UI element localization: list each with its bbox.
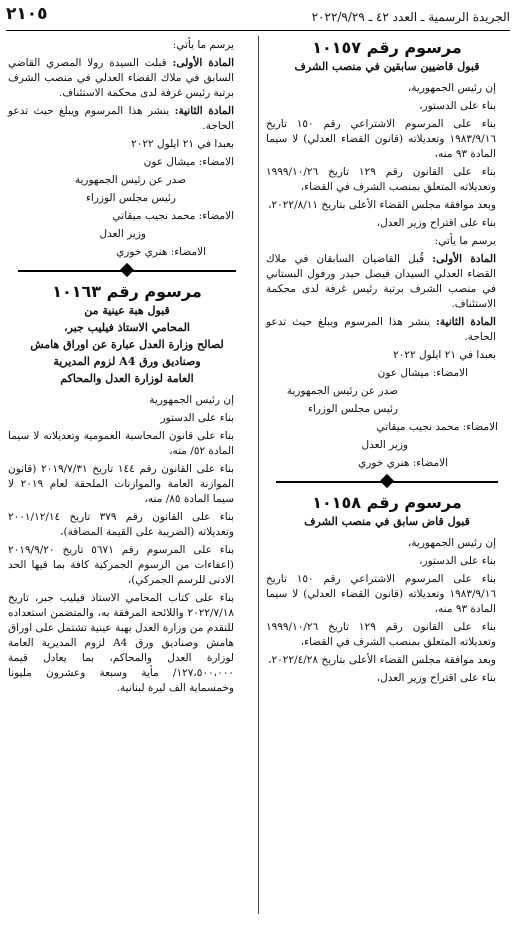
decree-10157-title: مرسوم رقم ١٠١٥٧ — [312, 38, 462, 57]
article-2 — [266, 315, 508, 345]
preamble-line: إن رئيس الجمهورية — [149, 394, 234, 406]
subject-line: لصالح وزارة العدل عبارة عن اوراق هامش — [30, 338, 224, 351]
section-separator — [8, 264, 246, 278]
preamble-line: بناء على الدستور، — [419, 100, 496, 112]
preamble-line: إن رئيس الجمهورية، — [407, 82, 496, 94]
preamble-line: بناء على الدستور، — [419, 555, 496, 567]
preamble-line: وبعد موافقة مجلس القضاء الأعلى بتاريخ ٢٠٢٢/٤/٢٨، — [268, 654, 496, 666]
gazette-issue-title: الجريدة الرسمية ـ العدد ٤٢ ـ ٢٠٢٢/٩/٢٩ — [311, 10, 510, 24]
article-1 — [266, 252, 508, 312]
preamble-line: بناء على كتاب المحامي الاستاذ فيليب جبر، تاريخ ٢٠٢٢/٧/١٨ واللائحة المرفقة به، والمتضمن استعداده للتقدم من وزارة العدل بهبة عينية تشتمل على اوراق هامش وصناديق ورق A4 لزوم المديرية العامة لوزارة العدل والمحاكم، بما يعادل قيمة ١٢٧،٥٠٠،٠٠٠/ مأية وسبعة وعشرون مليونا وخمسماية الف ليرة لبنانية. — [8, 592, 234, 694]
preamble-line: وبعد موافقة مجلس القضاء الأعلى بتاريخ ٢٠٢٢/٨/١١، — [268, 199, 496, 211]
subject-line: قبول هبة عينية من — [84, 304, 170, 317]
article-text: ينشر هذا المرسوم ويبلغ حيث تدعو الحاجة. — [266, 316, 496, 343]
right-column — [266, 38, 508, 689]
decree-10163-subject — [8, 302, 246, 387]
article-label: المادة الثانية: — [436, 316, 496, 328]
article-label: المادة الأولى: — [432, 253, 496, 265]
preamble-line: بناء على اقتراح وزير العدل، — [376, 672, 496, 684]
signature-role: وزير العدل — [99, 228, 146, 240]
signature-pm: الامضاء: محمد نجيب ميقاتي — [112, 210, 234, 222]
signature-pm: الامضاء: محمد نجيب ميقاتي — [376, 421, 498, 433]
signature-minister: الامضاء: هنري خوري — [116, 246, 206, 258]
issued-by: صدر عن رئيس الجمهورية — [286, 385, 398, 397]
preamble-line: بناء على المرسوم الاشتراعي رقم ١٥٠ تاريخ ١٩٨٣/٩/١٦ وتعديلاته (قانون القضاء العدلي) لا سيما المادة ٩٣ منه، — [266, 573, 496, 615]
preamble-line: بناء على الدستور — [160, 412, 234, 424]
preamble-line: بناء على قانون المحاسبة العمومية وتعديلاته لا سيما المادة ٥٢/ منه، — [8, 430, 234, 457]
signature-role: وزير العدل — [361, 439, 408, 451]
signature-date: بعبدا في ٢١ ايلول ٢٠٢٢ — [393, 349, 496, 361]
article-text: قُبل القاضيان السابقان في ملاك القضاء العدلي السيدان فيصل حيدر ورفول البستاني في منصب الشرف برتبة رئيس غرفة لدى محكمة الاستئناف. — [266, 253, 496, 310]
article-text: ينشر هذا المرسوم ويبلغ حيث تدعو الحاجة. — [8, 105, 234, 132]
column-divider — [258, 36, 259, 914]
signature-role: رئيس مجلس الوزراء — [85, 192, 176, 204]
article-label: المادة الثانية: — [174, 105, 234, 117]
page-number: ٢١٠٥ — [6, 4, 48, 24]
decree-10163-title: مرسوم رقم ١٠١٦٣ — [52, 282, 202, 301]
preamble-line: بناء على المرسوم الاشتراعي رقم ١٥٠ تاريخ ١٩٨٣/٩/١٦ وتعديلاته (قانون القضاء العدلي) لا سيما المادة ٩٣ منه، — [266, 118, 496, 160]
section-separator — [266, 475, 508, 489]
article-2 — [8, 104, 246, 134]
decree-10158-title: مرسوم رقم ١٠١٥٨ — [312, 493, 462, 512]
preamble-line: بناء على القانون رقم ١٢٩ تاريخ ١٩٩٩/١٠/٢٦ وتعديلاته المتعلق بمنصب الشرف في القضاء، — [266, 621, 496, 648]
decree-intro: يرسم ما يأتي: — [434, 235, 496, 247]
preamble-line: بناء على اقتراح وزير العدل، — [376, 217, 496, 229]
signature-president: الامضاء: ميشال عون — [143, 156, 234, 168]
signature-minister: الامضاء: هنري خوري — [358, 457, 448, 469]
article-label: المادة الأولى: — [172, 57, 234, 69]
page-header — [6, 4, 510, 31]
signature-role: رئيس مجلس الوزراء — [307, 403, 398, 415]
preamble-line: إن رئيس الجمهورية، — [407, 537, 496, 549]
decree-intro: يرسم ما يأتي: — [172, 39, 234, 51]
left-column — [8, 38, 246, 699]
signature-president: الامضاء: ميشال عون — [377, 367, 468, 379]
subject-line: وصناديق ورق A4 لزوم المديرية — [53, 355, 201, 368]
signature-date: بعبدا في ٢١ ايلول ٢٠٢٢ — [131, 138, 234, 150]
issued-by: صدر عن رئيس الجمهورية — [74, 174, 186, 186]
preamble-line: بناء على القانون رقم ٣٧٩ تاريخ ٢٠٠١/١٢/١٤ وتعديلاته (الضريبة على القيمة المضافة)، — [8, 511, 234, 538]
preamble-line: بناء على القانون رقم ١٤٤ تاريخ ٢٠١٩/٧/٣١ (قانون الموازنة العامة والموازنات الملحقة لعام ٢٠١٩ لا سيما المادة ٨٥/ منه، — [8, 463, 235, 505]
article-text: قبلت السيدة رولا المصري القاضي السابق في ملاك القضاء العدلي في منصب الشرف برتبة رئيس غرفة لدى محكمة الاستئناف. — [8, 57, 234, 99]
preamble-line: بناء على المرسوم رقم ٥٦٧١ تاريخ ٢٠١٩/٩/٢٠ (اعفاءات من الرسوم الجمركية كافة بما فيها الحد الادنى للرسم الجمركي)، — [8, 544, 234, 586]
decree-10157-subject: قبول قاضيين سابقين في منصب الشرف — [294, 60, 480, 73]
subject-line: المحامي الاستاذ فيليب جبر، — [64, 321, 190, 334]
subject-line: العامة لوزارة العدل والمحاكم — [60, 372, 194, 385]
preamble-line: بناء على القانون رقم ١٢٩ تاريخ ١٩٩٩/١٠/٢٦ وتعديلاته المتعلق بمنصب الشرف في القضاء، — [266, 166, 496, 193]
article-1 — [8, 56, 246, 101]
decree-10158-subject: قبول قاض سابق في منصب الشرف — [304, 515, 470, 528]
